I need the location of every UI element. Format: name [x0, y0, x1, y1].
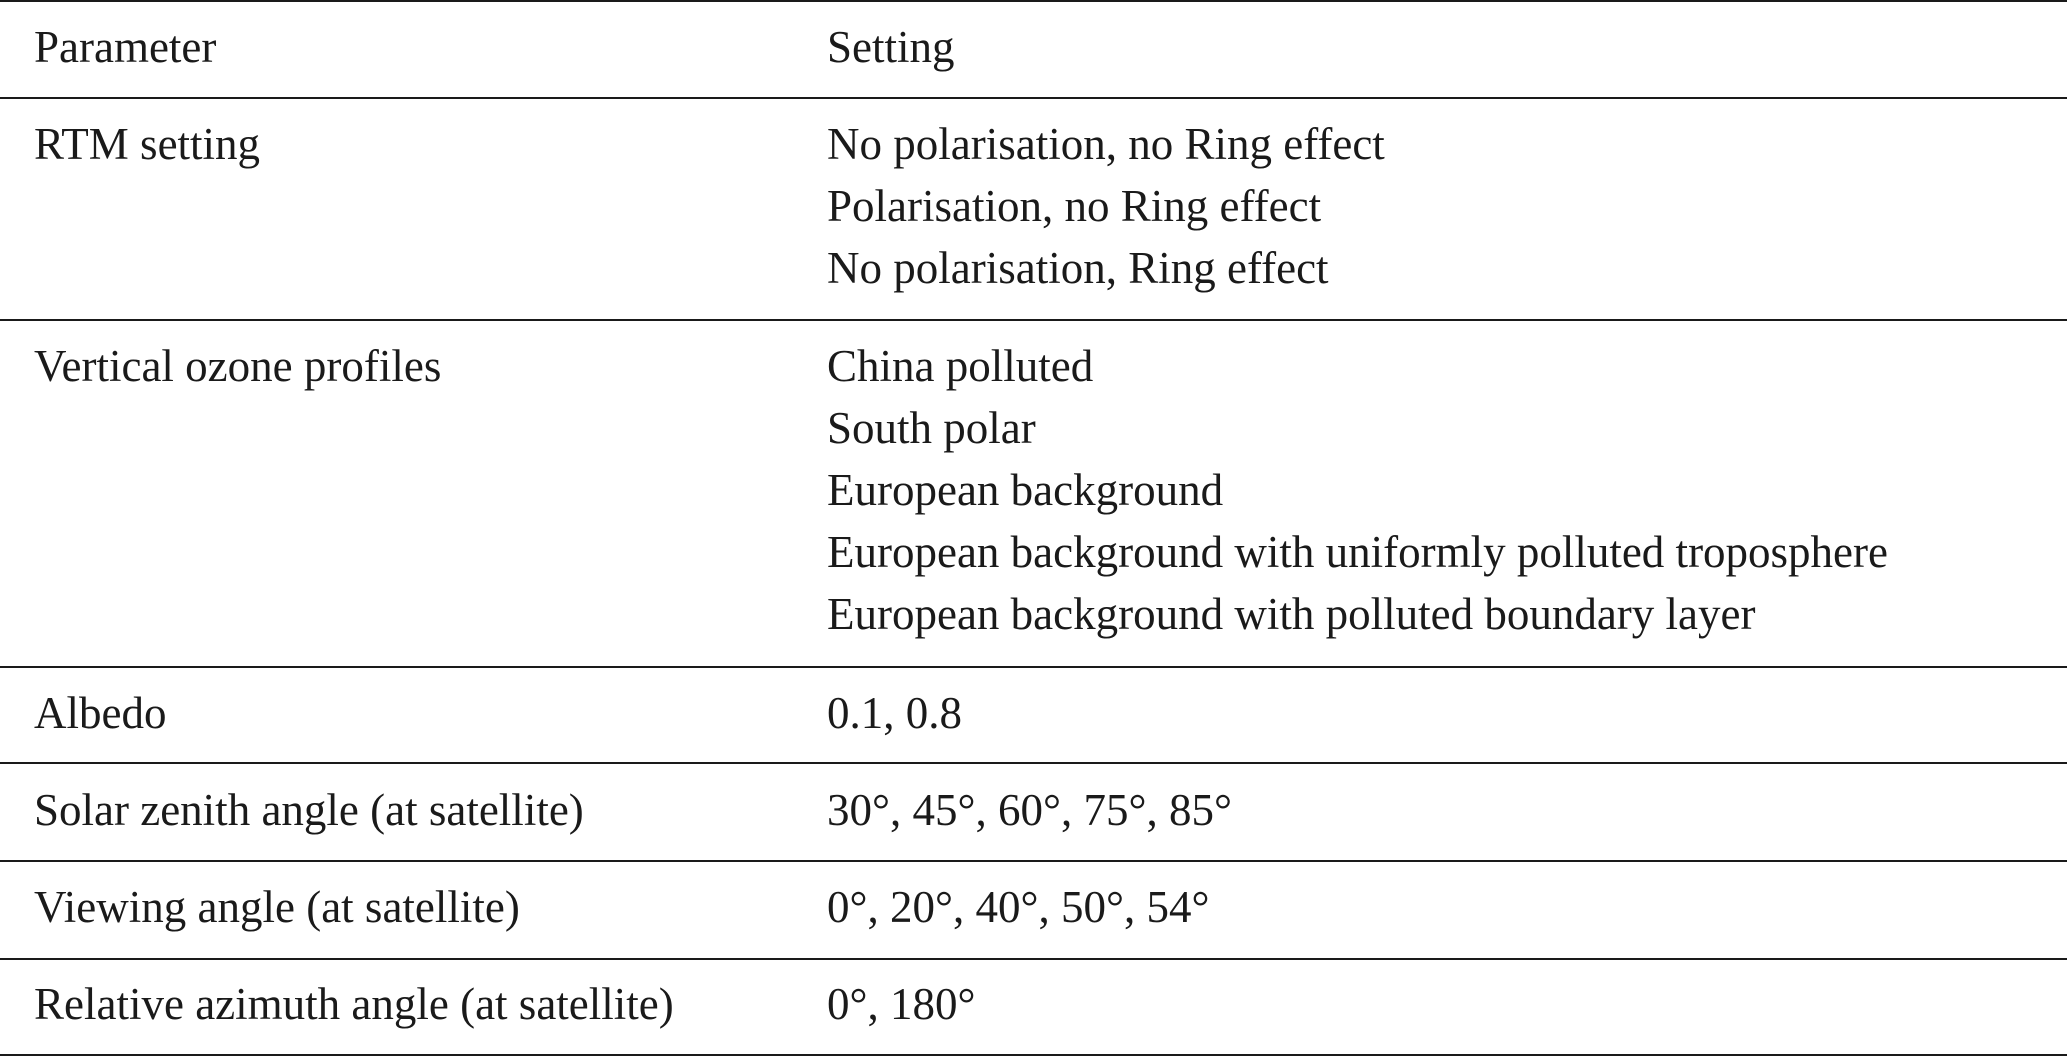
row-divider [0, 666, 2067, 668]
setting-value: European background with uniformly polluted troposphere [827, 527, 1888, 577]
row-divider [0, 958, 2067, 960]
setting-value: No polarisation, no Ring effect [827, 119, 1385, 169]
table-bottom-rule [0, 1054, 2067, 1056]
table-row-parameter: RTM setting [34, 119, 261, 169]
row-divider [0, 762, 2067, 764]
column-header-setting: Setting [827, 22, 955, 72]
table-row-settings [827, 113, 1385, 299]
setting-value: European background [827, 465, 1224, 515]
column-header-parameter: Parameter [34, 22, 217, 72]
table-row-parameter: Albedo [34, 688, 167, 738]
table-row-settings [827, 682, 962, 744]
table-row-parameter: Viewing angle (at satellite) [34, 882, 520, 932]
table-row-settings [827, 335, 1888, 645]
table-row-parameter: Vertical ozone profiles [34, 341, 442, 391]
table-row-settings [827, 779, 1232, 841]
setting-value: 0°, 20°, 40°, 50°, 54° [827, 882, 1210, 932]
setting-value: South polar [827, 403, 1036, 453]
setting-value: No polarisation, Ring effect [827, 243, 1329, 293]
setting-value: Polarisation, no Ring effect [827, 181, 1322, 231]
row-divider [0, 860, 2067, 862]
setting-value: European background with polluted boundary layer [827, 589, 1756, 639]
setting-value: 0.1, 0.8 [827, 688, 962, 738]
table-row-parameter: Relative azimuth angle (at satellite) [34, 979, 674, 1029]
table-row-settings [827, 876, 1209, 938]
table-row-settings [827, 973, 976, 1035]
table-row-parameter: Solar zenith angle (at satellite) [34, 785, 584, 835]
header-bottom-rule [0, 97, 2067, 99]
setting-value: China polluted [827, 341, 1094, 391]
row-divider [0, 319, 2067, 321]
setting-value: 0°, 180° [827, 979, 976, 1029]
setting-value: 30°, 45°, 60°, 75°, 85° [827, 785, 1232, 835]
table-top-rule [0, 0, 2067, 2]
